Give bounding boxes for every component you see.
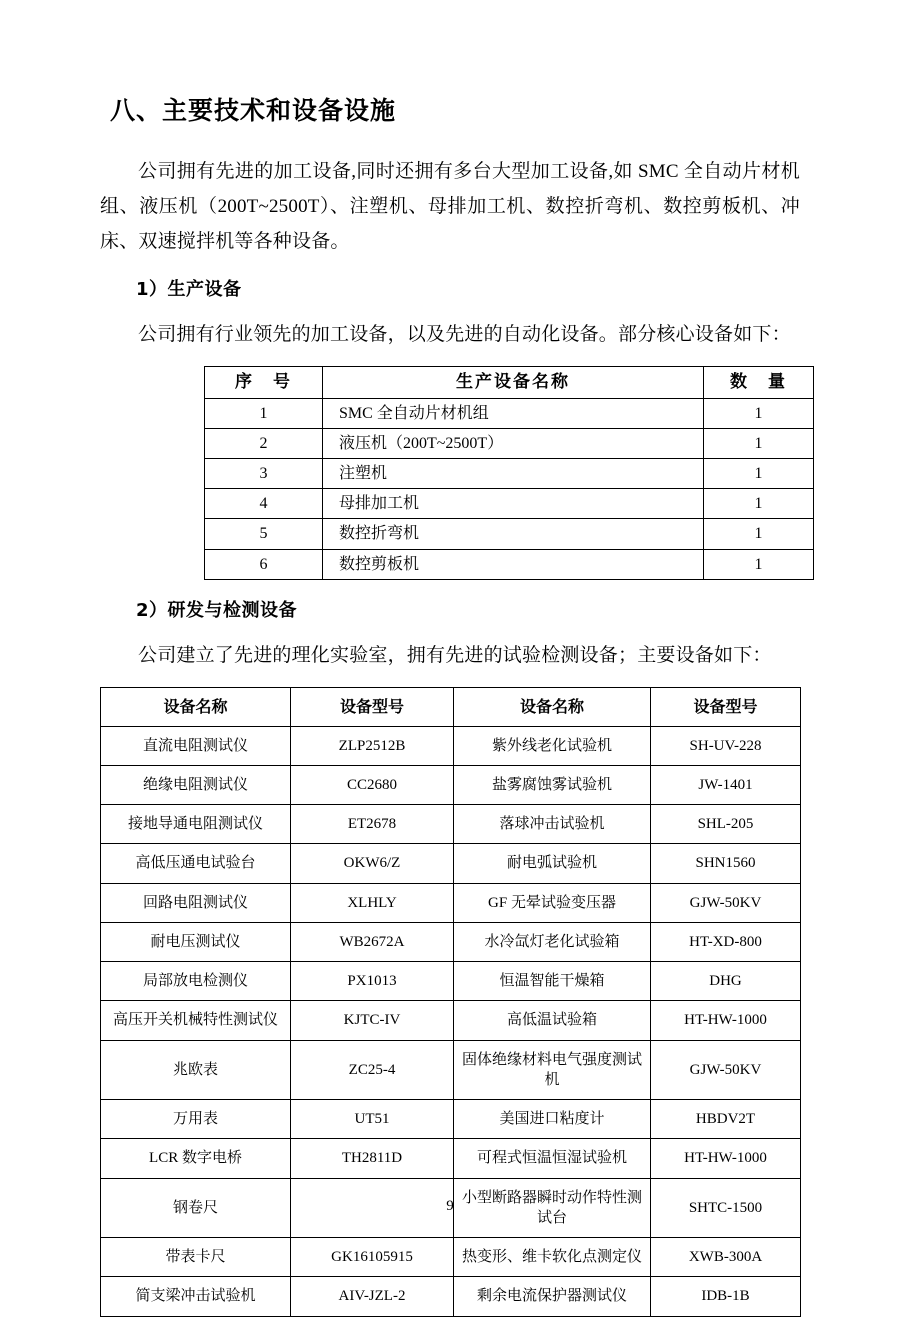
cell-name-2: 水冷氙灯老化试验箱 xyxy=(454,922,651,961)
cell-model-1: ZC25-4 xyxy=(291,1040,454,1100)
cell-name-2: 恒温智能干燥箱 xyxy=(454,962,651,1001)
cell-model-1: GK16105915 xyxy=(291,1238,454,1277)
cell-name-1: 兆欧表 xyxy=(101,1040,291,1100)
cell-model-1: XLHLY xyxy=(291,883,454,922)
cell-name-2: GF 无晕试验变压器 xyxy=(454,883,651,922)
cell-model-1: CC2680 xyxy=(291,765,454,804)
cell-model-1: TH2811D xyxy=(291,1139,454,1178)
cell-name-1: 高低压通电试验台 xyxy=(101,844,291,883)
column-header-name-1: 设备名称 xyxy=(101,687,291,726)
cell-model-1: OKW6/Z xyxy=(291,844,454,883)
cell-name-2: 高低温试验箱 xyxy=(454,1001,651,1040)
table-row xyxy=(101,922,801,961)
table-row xyxy=(101,1100,801,1139)
cell-qty: 1 xyxy=(704,428,814,458)
cell-name-2: 剩余电流保护器测试仪 xyxy=(454,1277,651,1316)
table-row xyxy=(101,844,801,883)
cell-name-1: 带表卡尺 xyxy=(101,1238,291,1277)
table-row xyxy=(101,1139,801,1178)
cell-model-1: ET2678 xyxy=(291,805,454,844)
cell-name: 数控折弯机 xyxy=(323,519,704,549)
page-title: 八、主要技术和设备设施 xyxy=(110,96,397,125)
column-header-name-2: 设备名称 xyxy=(454,687,651,726)
table-row xyxy=(101,726,801,765)
subsection-1-heading: 1）生产设备 xyxy=(136,278,242,300)
cell-model-2: XWB-300A xyxy=(651,1238,801,1277)
table-row xyxy=(205,519,814,549)
table-row xyxy=(101,805,801,844)
cell-no: 6 xyxy=(205,549,323,579)
table-row xyxy=(205,489,814,519)
cell-name-2: 盐雾腐蚀雾试验机 xyxy=(454,765,651,804)
cell-name-1: 局部放电检测仪 xyxy=(101,962,291,1001)
table-row xyxy=(205,428,814,458)
cell-name-2: 耐电弧试验机 xyxy=(454,844,651,883)
cell-name-2: 热变形、维卡软化点测定仪 xyxy=(454,1238,651,1277)
column-header-model-1: 设备型号 xyxy=(291,687,454,726)
cell-model-2: DHG xyxy=(651,962,801,1001)
subsection-1-paragraph: 公司拥有行业领先的加工设备，以及先进的自动化设备。部分核心设备如下： xyxy=(138,323,791,345)
cell-name-1: 直流电阻测试仪 xyxy=(101,726,291,765)
cell-name-2: 落球冲击试验机 xyxy=(454,805,651,844)
cell-model-2: SHN1560 xyxy=(651,844,801,883)
cell-model-2: SHL-205 xyxy=(651,805,801,844)
cell-name-1: 绝缘电阻测试仪 xyxy=(101,765,291,804)
cell-no: 5 xyxy=(205,519,323,549)
cell-model-1: PX1013 xyxy=(291,962,454,1001)
column-header-model-2: 设备型号 xyxy=(651,687,801,726)
cell-name-1: 耐电压测试仪 xyxy=(101,922,291,961)
table-row xyxy=(101,1001,801,1040)
cell-name: 液压机（200T~2500T） xyxy=(323,428,704,458)
column-header-name: 生产设备名称 xyxy=(323,367,704,399)
table-header-row xyxy=(205,367,814,399)
cell-no: 4 xyxy=(205,489,323,519)
table-row xyxy=(101,765,801,804)
intro-paragraph: 公司拥有先进的加工设备,同时还拥有多台大型加工设备,如 SMC 全自动片材机组、液压机（200T~2500T）、注塑机、母排加工机、数控折弯机、数控剪板机、冲床、双速搅拌机等各种设备。 xyxy=(100,160,800,252)
table-row xyxy=(101,883,801,922)
cell-qty: 1 xyxy=(704,398,814,428)
cell-name-2: 小型断路器瞬时动作特性测试台 xyxy=(454,1178,651,1238)
cell-name-1: LCR 数字电桥 xyxy=(101,1139,291,1178)
production-equipment-table xyxy=(204,366,814,580)
cell-no: 1 xyxy=(205,398,323,428)
column-header-no: 序 号 xyxy=(205,367,323,399)
cell-model-1: WB2672A xyxy=(291,922,454,961)
cell-model-1: ZLP2512B xyxy=(291,726,454,765)
cell-name-1: 钢卷尺 xyxy=(101,1178,291,1238)
cell-model-2: HT-HW-1000 xyxy=(651,1139,801,1178)
table-row xyxy=(101,1040,801,1100)
cell-qty: 1 xyxy=(704,459,814,489)
cell-name-1: 简支梁冲击试验机 xyxy=(101,1277,291,1316)
subsection-2-paragraph: 公司建立了先进的理化实验室，拥有先进的试验检测设备；主要设备如下： xyxy=(138,644,772,666)
cell-name-1: 接地导通电阻测试仪 xyxy=(101,805,291,844)
cell-no: 3 xyxy=(205,459,323,489)
cell-name-2: 固体绝缘材料电气强度测试机 xyxy=(454,1040,651,1100)
cell-model-2: SHTC-1500 xyxy=(651,1178,801,1238)
cell-model-2: HT-XD-800 xyxy=(651,922,801,961)
table-row xyxy=(205,459,814,489)
cell-model-2: GJW-50KV xyxy=(651,883,801,922)
subsection-2-heading: 2）研发与检测设备 xyxy=(136,599,298,621)
cell-model-2: HT-HW-1000 xyxy=(651,1001,801,1040)
cell-qty: 1 xyxy=(704,549,814,579)
cell-name-1: 高压开关机械特性测试仪 xyxy=(101,1001,291,1040)
cell-name: 注塑机 xyxy=(323,459,704,489)
testing-equipment-table xyxy=(100,687,801,1317)
column-header-qty: 数 量 xyxy=(704,367,814,399)
cell-name-2: 可程式恒温恒湿试验机 xyxy=(454,1139,651,1178)
cell-no: 2 xyxy=(205,428,323,458)
cell-model-1: KJTC-IV xyxy=(291,1001,454,1040)
cell-model-2: IDB-1B xyxy=(651,1277,801,1316)
cell-name: 母排加工机 xyxy=(323,489,704,519)
cell-model-2: JW-1401 xyxy=(651,765,801,804)
cell-name-2: 美国进口粘度计 xyxy=(454,1100,651,1139)
cell-qty: 1 xyxy=(704,489,814,519)
cell-qty: 1 xyxy=(704,519,814,549)
cell-name-1: 回路电阻测试仪 xyxy=(101,883,291,922)
cell-model-2: SH-UV-228 xyxy=(651,726,801,765)
cell-model-2: GJW-50KV xyxy=(651,1040,801,1100)
cell-name: 数控剪板机 xyxy=(323,549,704,579)
table-row xyxy=(101,962,801,1001)
table-row xyxy=(101,1238,801,1277)
cell-name: SMC 全自动片材机组 xyxy=(323,398,704,428)
cell-name-1: 万用表 xyxy=(101,1100,291,1139)
table-header-row xyxy=(101,687,801,726)
table-row xyxy=(205,549,814,579)
table-row xyxy=(101,1277,801,1316)
page-number: 9 xyxy=(446,1198,454,1214)
table-row xyxy=(205,398,814,428)
cell-name-2: 紫外线老化试验机 xyxy=(454,726,651,765)
cell-model-1: AIV-JZL-2 xyxy=(291,1277,454,1316)
cell-model-1: UT51 xyxy=(291,1100,454,1139)
cell-model-2: HBDV2T xyxy=(651,1100,801,1139)
